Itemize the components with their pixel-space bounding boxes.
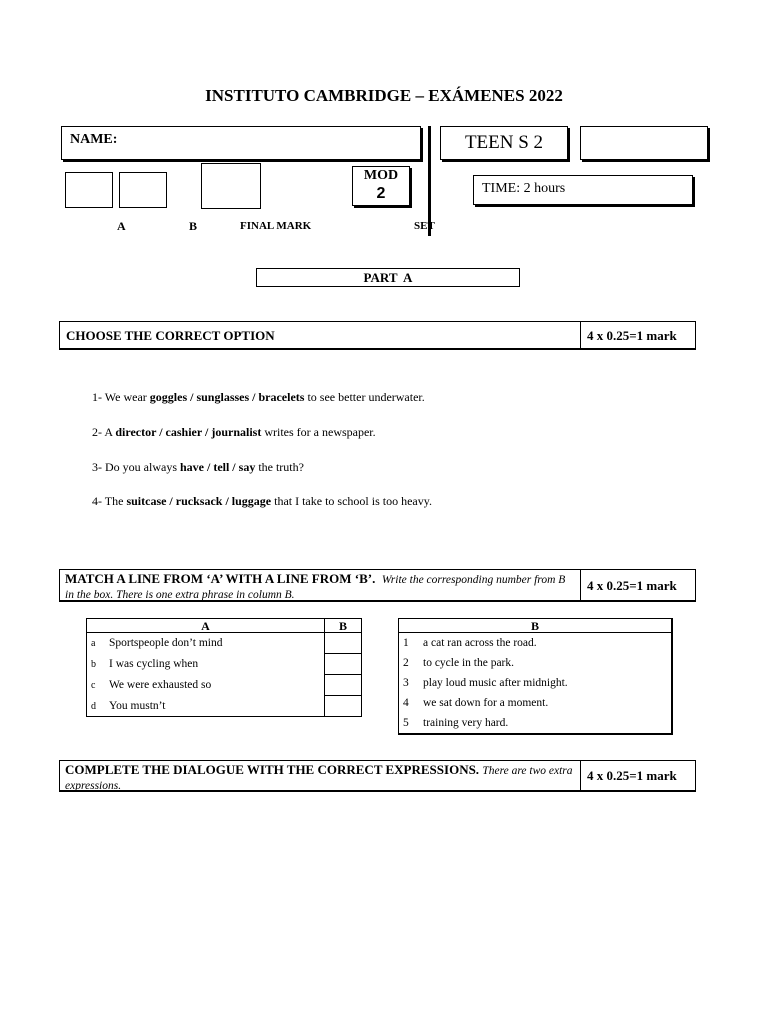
task1-marks-divider [580, 322, 581, 349]
answer-box-c[interactable] [325, 675, 362, 696]
task3-heading: COMPLETE THE DIALOGUE WITH THE CORRECT EXPRESSIONS. [65, 762, 480, 777]
time-box [473, 175, 693, 205]
part-a-header [256, 268, 520, 287]
label-set: SET [414, 220, 435, 232]
task2-header [59, 569, 696, 602]
task2-marks: 4 x 0.25=1 mark [587, 578, 677, 593]
table-row: 4 we sat down for a moment. [403, 697, 549, 709]
set-box[interactable] [580, 126, 708, 160]
table-row: 3 play loud music after midnight. [403, 677, 568, 689]
task3-instructions [65, 763, 577, 793]
answer-box-b[interactable] [325, 654, 362, 675]
level-label: TEEN S 2 [464, 132, 544, 153]
task1-header [59, 321, 696, 350]
table-row: 5 training very hard. [403, 717, 509, 729]
table-row: b I was cycling when [87, 654, 362, 675]
table-row: 2 to cycle in the park. [403, 657, 515, 669]
mod-value: 2 [376, 185, 386, 202]
task1-item-2: 2- A director / cashier / journalist writes for a newspaper. [92, 425, 376, 439]
table-row: c We were exhausted so [87, 675, 362, 696]
task1-marks: 4 x 0.25=1 mark [587, 328, 677, 343]
col-b-header: B [399, 619, 673, 633]
column-a-table [86, 618, 362, 717]
time-label: TIME: 2 hours [482, 181, 566, 196]
task2-instruction: Write the corresponding number from B in the box. There is one extra phrase in column B. [65, 574, 566, 601]
column-b-table [398, 618, 673, 735]
task1-item-3: 3- Do you always have / tell / say the truth? [92, 460, 304, 474]
task2-marks-divider [580, 570, 581, 601]
label-b: B [189, 219, 198, 233]
table-row: 1 a cat ran across the road. [403, 637, 537, 649]
mod-label: MOD [363, 168, 399, 183]
part-a-label: PART A [363, 270, 413, 285]
task3-marks-divider [580, 761, 581, 791]
task3-header [59, 760, 696, 792]
table-row: a Sportspeople don’t mind [87, 633, 362, 654]
score-box-b[interactable] [119, 172, 167, 208]
task1-item-4: 4- The suitcase / rucksack / luggage that I take to school is too heavy. [92, 494, 432, 508]
exam-title: INSTITUTO CAMBRIDGE – EXÁMENES 2022 [205, 86, 563, 105]
table-row: d You mustn’t [87, 696, 362, 717]
answer-box-a[interactable] [325, 633, 362, 654]
option-group-4[interactable]: suitcase / rucksack / luggage [126, 494, 272, 508]
option-group-2[interactable]: director / cashier / journalist [115, 425, 262, 439]
name-box[interactable] [61, 126, 421, 160]
col-b-answer-header: B [325, 619, 362, 633]
task2-instructions [65, 572, 577, 602]
answer-box-d[interactable] [325, 696, 362, 717]
task3-marks: 4 x 0.25=1 mark [587, 768, 677, 783]
score-box-a[interactable] [65, 172, 113, 208]
level-box [440, 126, 568, 160]
option-group-3[interactable]: have / tell / say [179, 460, 256, 474]
option-group-1[interactable]: goggles / sunglasses / bracelets [149, 390, 305, 404]
task1-heading: CHOOSE THE CORRECT OPTION [66, 328, 275, 343]
mod-box [352, 166, 410, 206]
col-a-header: A [87, 619, 325, 633]
final-mark-box[interactable] [201, 163, 261, 209]
name-label: NAME: [70, 132, 118, 147]
label-a: A [117, 219, 126, 233]
task2-heading: MATCH A LINE FROM ‘A’ WITH A LINE FROM ‘B’. [65, 571, 376, 586]
label-final-mark: FINAL MARK [240, 220, 312, 232]
task3-instruction: There are two extra expressions. [65, 765, 573, 792]
task1-item-1: 1- We wear goggles / sunglasses / bracelets to see better underwater. [92, 390, 425, 404]
